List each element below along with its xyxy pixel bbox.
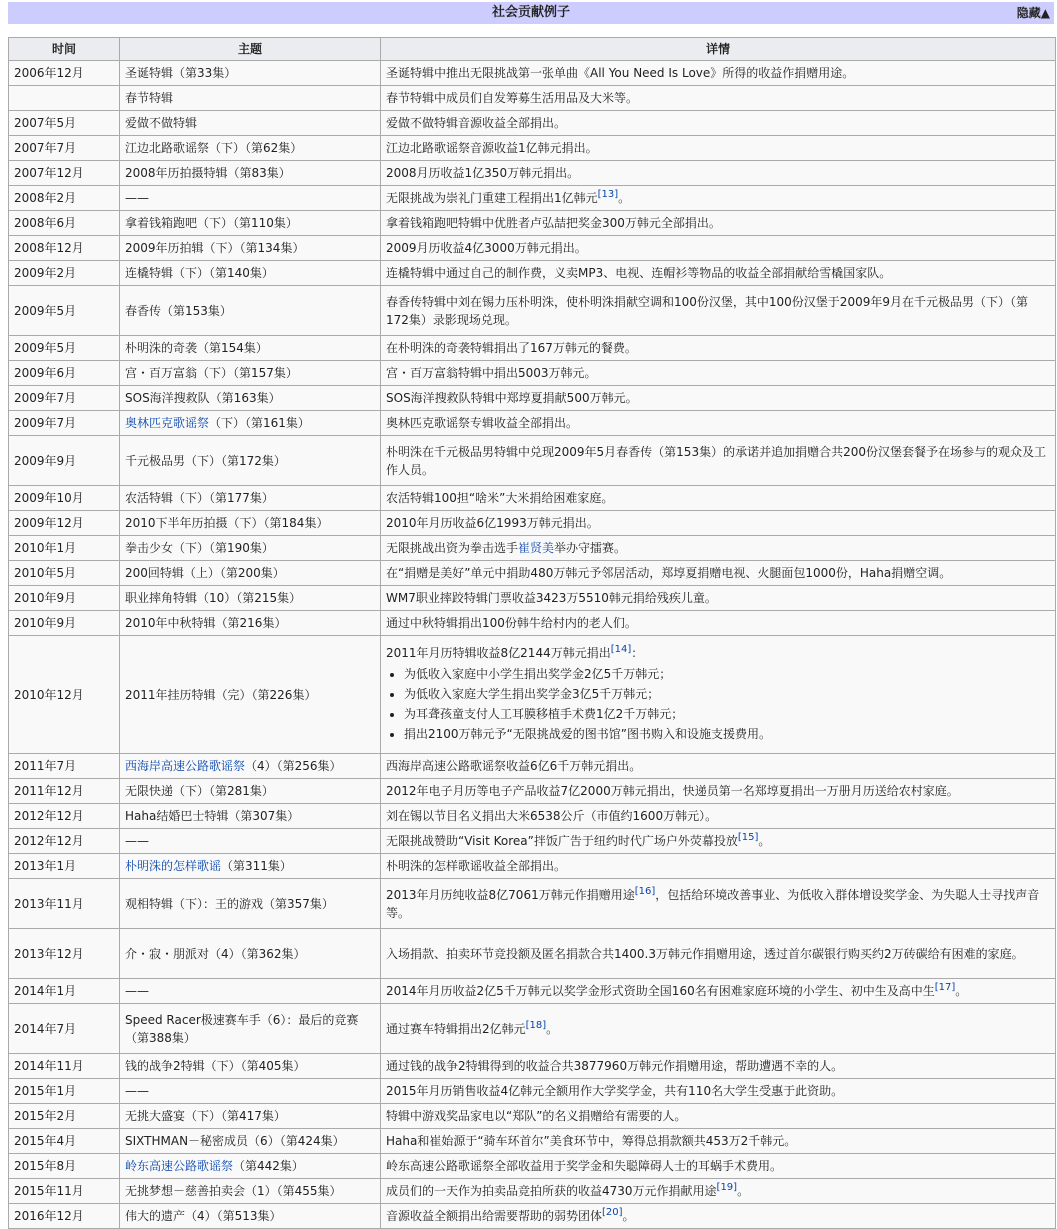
- table-row: [9, 1179, 1056, 1204]
- cell-topic: [120, 754, 381, 779]
- topic-text: 江边北路歌谣祭（下）（第62集）: [125, 141, 303, 155]
- detail-text: WM7职业摔跤特辑门票收益3423万5510韩元捐给残疾儿童。: [386, 591, 717, 605]
- topic-text: 职业摔角特辑（10）（第215集）: [125, 591, 302, 605]
- cell-time: 2007年5月: [9, 111, 120, 136]
- cell-detail: [381, 1129, 1056, 1154]
- table-row: [9, 586, 1056, 611]
- topic-text: ——: [125, 834, 149, 848]
- topic-text: 农活特辑（下）（第177集）: [125, 491, 274, 505]
- cell-topic: [120, 536, 381, 561]
- detail-text: 奥林匹克歌谣祭专辑收益全部捐出。: [386, 416, 579, 430]
- cell-topic: [120, 1054, 381, 1079]
- detail-text: 2009月历收益4亿3000万韩元捐出。: [386, 241, 587, 255]
- cell-time: 2010年9月: [9, 586, 120, 611]
- topic-link[interactable]: 岭东高速公路歌谣祭: [125, 1159, 234, 1173]
- topic-text: ——: [125, 191, 149, 205]
- topic-text: （下）（第161集）: [209, 416, 310, 430]
- detail-text: 朴明洙在千元极品男特辑中兑现2009年5月春香传（第153集）的承诺并追加捐赠合共200份汉堡套餐予在场参与的观众及工作人员。: [386, 444, 1046, 477]
- cell-time: 2009年10月: [9, 486, 120, 511]
- cell-time: 2009年6月: [9, 361, 120, 386]
- table-row: [9, 636, 1056, 754]
- cell-time: 2009年2月: [9, 261, 120, 286]
- detail-text: 无限挑战出资为拳击选手: [386, 541, 519, 555]
- cell-detail: [381, 111, 1056, 136]
- detail-text: 春香传特辑中刘在锡力压朴明洙，使朴明洙捐献空调和100份汉堡，其中100份汉堡于2009年9月在千元极品男（下）（第172集）录影现场兑现。: [386, 294, 1028, 327]
- cell-detail: [381, 386, 1056, 411]
- cell-detail: [381, 136, 1056, 161]
- topic-text: SIXTHMAN－秘密成员（6）（第424集）: [125, 1134, 345, 1148]
- table-row: [9, 336, 1056, 361]
- detail-text: 朴明洙的怎样歌谣收益全部捐出。: [386, 859, 567, 873]
- cell-detail: [381, 286, 1056, 336]
- table-row: [9, 804, 1056, 829]
- cell-detail: [381, 979, 1056, 1004]
- topic-text: 2010年中秋特辑（第216集）: [125, 616, 287, 630]
- topic-text: 2009年历拍辑（下）（第134集）: [125, 241, 305, 255]
- cell-topic: [120, 879, 381, 929]
- cell-topic: [120, 61, 381, 86]
- cell-topic: [120, 186, 381, 211]
- cell-topic: [120, 586, 381, 611]
- cell-topic: [120, 336, 381, 361]
- topic-text: 2010下半年历拍摄（下）（第184集）: [125, 516, 329, 530]
- topic-text: 千元极品男（下）（第172集）: [125, 453, 286, 468]
- table-row: [9, 486, 1056, 511]
- cell-detail: [381, 361, 1056, 386]
- header-detail: 详情: [381, 38, 1056, 61]
- cell-topic: [120, 261, 381, 286]
- cell-detail: [381, 1204, 1056, 1229]
- cell-time: 2010年9月: [9, 611, 120, 636]
- cell-time: 2009年9月: [9, 436, 120, 486]
- detail-text: 岭东高速公路歌谣祭全部收益用于奖学金和失聪障碍人士的耳蜗手术费用。: [386, 1159, 783, 1173]
- detail-text-end: 。: [622, 1209, 635, 1223]
- reference-link[interactable]: [20]: [602, 1207, 623, 1218]
- cell-detail: [381, 611, 1056, 636]
- detail-bullet-list: [386, 664, 1050, 744]
- cell-topic: [120, 611, 381, 636]
- topic-text: 无挑梦想－慈善拍卖会（1）（第455集）: [125, 1184, 342, 1198]
- topic-text: 2008年历拍摄特辑（第83集）: [125, 166, 291, 180]
- detail-text: 连橇特辑中通过自己的制作费，义卖MP3、电视、连帽衫等物品的收益全部捐献给雪橇国家队。: [386, 266, 892, 280]
- detail-text: 2011年月历特辑收益8亿2144万韩元捐出: [386, 645, 611, 660]
- cell-time: 2008年6月: [9, 211, 120, 236]
- cell-time: 2007年12月: [9, 161, 120, 186]
- table-row: [9, 361, 1056, 386]
- table-row: [9, 1204, 1056, 1229]
- topic-text: 拳击少女（下）（第190集）: [125, 541, 274, 555]
- cell-topic: [120, 211, 381, 236]
- cell-time: 2015年8月: [9, 1154, 120, 1179]
- cell-time: 2009年5月: [9, 336, 120, 361]
- cell-time: 2010年5月: [9, 561, 120, 586]
- cell-time: 2015年1月: [9, 1079, 120, 1104]
- cell-time: 2006年12月: [9, 61, 120, 86]
- detail-text: 无限挑战为崇礼门重建工程捐出1亿韩元: [386, 191, 598, 205]
- table-row: [9, 1079, 1056, 1104]
- list-item: • 为低收入家庭大学生捐出奖学金3亿5千万韩元；: [404, 684, 1050, 704]
- cell-time: 2009年7月: [9, 411, 120, 436]
- detail-text-end: ，包括给环境改善事业、为低收入群体增设奖学金、为失聪人士寻找声音等。: [386, 887, 1040, 920]
- cell-detail: [381, 236, 1056, 261]
- cell-topic: [120, 1079, 381, 1104]
- topic-text: 无挑大盛宴（下）（第417集）: [125, 1109, 286, 1123]
- reference-link[interactable]: [15]: [737, 832, 759, 843]
- header-topic: 主题: [120, 38, 381, 61]
- topic-text: SOS海洋搜救队（第163集）: [125, 391, 281, 405]
- cell-detail: [381, 754, 1056, 779]
- table-row: [9, 261, 1056, 286]
- detail-text: 成员们的一天作为拍卖品竞拍所获的收益4730万元作捐献用途: [386, 1184, 717, 1198]
- cell-time: 2015年2月: [9, 1104, 120, 1129]
- cell-time: 2016年12月: [9, 1204, 120, 1229]
- cell-detail: [381, 804, 1056, 829]
- cell-topic: [120, 286, 381, 336]
- table-row: [9, 186, 1056, 211]
- cell-detail: [381, 561, 1056, 586]
- table-row: [9, 411, 1056, 436]
- detail-text: 2014年月历收益2亿5千万韩元以奖学金形式资助全国160名有困难家庭环境的小学生、初中生及高中生: [386, 984, 935, 998]
- detail-text: 音源收益全额捐出给需要帮助的弱势团体: [386, 1209, 603, 1223]
- cell-topic: [120, 929, 381, 979]
- topic-text: 宫・百万富翁（下）（第157集）: [125, 366, 298, 380]
- table-row: [9, 511, 1056, 536]
- topic-text: 拿着钱箱跑吧（下）（第110集）: [125, 216, 298, 230]
- reference-link[interactable]: [19]: [716, 1182, 738, 1193]
- topic-text: 伟大的遗产（4）（第513集）: [125, 1209, 282, 1223]
- detail-text: SOS海洋搜救队特辑中郑埻夏捐献500万韩元。: [386, 391, 638, 405]
- cell-detail: [381, 636, 1056, 754]
- cell-detail: [381, 186, 1056, 211]
- cell-detail: [381, 1104, 1056, 1129]
- detail-text: 江边北路歌谣祭音源收益1亿韩元捐出。: [386, 141, 598, 155]
- cell-topic: [120, 1154, 381, 1179]
- table-row: [9, 879, 1056, 929]
- cell-topic: [120, 361, 381, 386]
- table-row: [9, 61, 1056, 86]
- reference-link[interactable]: [18]: [525, 1019, 547, 1031]
- detail-text: 特辑中游戏奖品家电以“郑队”的名义捐赠给有需要的人。: [386, 1109, 687, 1123]
- cell-detail: [381, 1154, 1056, 1179]
- cell-time: 2009年12月: [9, 511, 120, 536]
- cell-topic: [120, 1179, 381, 1204]
- reference-link[interactable]: [13]: [597, 189, 619, 200]
- topic-text: （第311集）: [221, 859, 292, 873]
- cell-detail: [381, 779, 1056, 804]
- cell-topic: [120, 161, 381, 186]
- cell-topic: [120, 829, 381, 854]
- cell-topic: [120, 236, 381, 261]
- cell-time: 2009年7月: [9, 386, 120, 411]
- topic-link[interactable]: 奥林匹克歌谣祭: [125, 416, 210, 430]
- navbox-title: 社会贡献例子: [491, 5, 570, 20]
- cell-detail: [381, 586, 1056, 611]
- cell-time: 2013年1月: [9, 854, 120, 879]
- cell-topic: [120, 854, 381, 879]
- cell-detail: [381, 486, 1056, 511]
- topic-link[interactable]: 西海岸高速公路歌谣祭: [125, 759, 246, 773]
- cell-topic: [120, 436, 381, 486]
- table-row: [9, 561, 1056, 586]
- topic-text: Haha结婚巴士特辑（第307集）: [125, 809, 300, 823]
- list-item: • 捐出2100万韩元予“无限挑战爱的图书馆”图书购入和设施支援费用。: [404, 724, 1050, 744]
- navbox-titlebar: [8, 2, 1054, 24]
- cell-topic: [120, 1004, 381, 1054]
- topic-text: 朴明洙的奇袭（第154集）: [125, 341, 268, 355]
- table-row: [9, 386, 1056, 411]
- detail-text: 爱做不做特辑音源收益全部捐出。: [386, 116, 567, 130]
- topic-text: Speed Racer极速赛车手（6）：最后的竞赛（第388集）: [125, 1012, 359, 1045]
- cell-detail: [381, 436, 1056, 486]
- detail-text: 在朴明洙的奇袭特辑捐出了167万韩元的餐费。: [386, 341, 637, 355]
- table-row: [9, 1129, 1056, 1154]
- table-row: [9, 754, 1056, 779]
- table-row: [9, 236, 1056, 261]
- cell-topic: [120, 486, 381, 511]
- table-row: [9, 854, 1056, 879]
- cell-topic: [120, 561, 381, 586]
- hide-toggle-button[interactable]: 隐藏▲: [1016, 6, 1050, 20]
- topic-text: 爱做不做特辑: [125, 116, 198, 130]
- detail-text-end: 。: [737, 1184, 750, 1198]
- contribution-table: [8, 37, 1056, 1229]
- cell-detail: [381, 1079, 1056, 1104]
- table-row: [9, 111, 1056, 136]
- cell-time: 2013年11月: [9, 879, 120, 929]
- cell-time: 2015年11月: [9, 1179, 120, 1204]
- topic-text: 圣诞特辑（第33集）: [125, 66, 237, 80]
- detail-text: 2015年月历销售收益4亿韩元全额用作大学奖学金，共有110名大学生受惠于此资助。: [386, 1084, 844, 1098]
- detail-text-end: 。: [758, 834, 771, 848]
- cell-detail: [381, 211, 1056, 236]
- table-body: [9, 61, 1056, 1229]
- table-row: [9, 829, 1056, 854]
- cell-time: 2010年12月: [9, 636, 120, 754]
- cell-topic: [120, 804, 381, 829]
- detail-text: 拿着钱箱跑吧特辑中优胜者卢弘喆把奖金300万韩元全部捐出。: [386, 216, 721, 230]
- cell-detail: [381, 854, 1056, 879]
- cell-topic: [120, 1104, 381, 1129]
- cell-time: 2014年1月: [9, 979, 120, 1004]
- detail-text: 圣诞特辑中推出无限挑战第一张单曲《All You Need Is Love》所得的收益作捐赠用途。: [386, 66, 855, 80]
- topic-text: 钱的战争2特辑（下）（第405集）: [125, 1059, 306, 1073]
- detail-text: 刘在锡以节目名义捐出大米6538公斤（市值约1600万韩元）。: [386, 809, 718, 823]
- cell-time: 2012年12月: [9, 804, 120, 829]
- table-row: [9, 536, 1056, 561]
- cell-time: 2009年5月: [9, 286, 120, 336]
- cell-detail: [381, 1004, 1056, 1054]
- topic-text: ——: [125, 1084, 149, 1098]
- cell-time: 2014年11月: [9, 1054, 120, 1079]
- table-row: [9, 1154, 1056, 1179]
- detail-text: 春节特辑中成员们自发筹募生活用品及大米等。: [386, 91, 639, 105]
- topic-text: 介・寂・朋派对（4）（第362集）: [125, 946, 306, 961]
- detail-text-end: 。: [546, 1021, 559, 1036]
- detail-text: 通过赛车特辑捐出2亿韩元: [386, 1021, 526, 1036]
- cell-topic: [120, 1129, 381, 1154]
- cell-detail: [381, 161, 1056, 186]
- header-time: 时间: [9, 38, 120, 61]
- cell-time: 2008年12月: [9, 236, 120, 261]
- detail-text-end: 。: [955, 984, 968, 998]
- list-item: • 为耳聋孩童支付人工耳膜移植手术费1亿2千万韩元；: [404, 704, 1050, 724]
- cell-topic: [120, 779, 381, 804]
- detail-text: 在“捐赠是美好”单元中捐助480万韩元予邻居活动，郑埻夏捐赠电视、火腿面包1000份，Haha捐赠空调。: [386, 566, 952, 580]
- cell-time: [9, 86, 120, 111]
- table-row: [9, 136, 1056, 161]
- cell-detail: [381, 1054, 1056, 1079]
- list-item: • 为低收入家庭中小学生捐出奖学金2亿5千万韩元；: [404, 664, 1050, 684]
- topic-text: 观相特辑（下）：王的游戏（第357集）: [125, 896, 334, 911]
- detail-text: 农活特辑100担“啥米”大米捐给困难家庭。: [386, 491, 614, 505]
- cell-time: 2011年12月: [9, 779, 120, 804]
- cell-detail: [381, 1179, 1056, 1204]
- detail-text-end: ：: [631, 645, 644, 660]
- reference-link[interactable]: [16]: [634, 885, 656, 897]
- topic-text: 无限快递（下）（第281集）: [125, 784, 274, 798]
- cell-topic: [120, 411, 381, 436]
- table-row: [9, 211, 1056, 236]
- topic-text: 春节特辑: [125, 91, 174, 105]
- detail-text-end: 。: [618, 191, 631, 205]
- cell-time: 2011年7月: [9, 754, 120, 779]
- detail-text: 2008月历收益1亿350万韩元捐出。: [386, 166, 580, 180]
- topic-text: 春香传（第153集）: [125, 303, 232, 318]
- topic-text: 200回特辑（上）（第200集）: [125, 566, 285, 580]
- table-row: [9, 779, 1056, 804]
- detail-text: 2010年月历收益6亿1993万韩元捐出。: [386, 516, 599, 530]
- table-header-row: [9, 38, 1056, 61]
- detail-text-end: 举办守擂赛。: [554, 541, 627, 555]
- cell-detail: [381, 929, 1056, 979]
- detail-text: 入场捐款、拍卖环节竞投额及匿名捐款合共1400.3万韩元作捐赠用途，透过首尔碳银行购买约2万砖碳给有困难的家庭。: [386, 946, 1024, 961]
- topic-link[interactable]: 朴明洙的怎样歌谣: [125, 859, 222, 873]
- cell-time: 2007年7月: [9, 136, 120, 161]
- table-row: [9, 161, 1056, 186]
- detail-text: 宫・百万富翁特辑中捐出5003万韩元。: [386, 366, 597, 380]
- detail-text: 2012年电子月历等电子产品收益7亿2000万韩元捐出，快递员第一名郑埻夏捐出一万册月历送给农村家庭。: [386, 784, 959, 798]
- detail-text: 2013年月历纯收益8亿7061万韩元作捐赠用途: [386, 887, 635, 902]
- cell-topic: [120, 636, 381, 754]
- cell-topic: [120, 1204, 381, 1229]
- cell-time: 2012年12月: [9, 829, 120, 854]
- table-row: [9, 1004, 1056, 1054]
- cell-detail: [381, 511, 1056, 536]
- reference-link[interactable]: [17]: [934, 982, 956, 993]
- cell-detail: [381, 829, 1056, 854]
- detail-text: 无限挑战赞助“Visit Korea”拌饭广告于纽约时代广场户外荧幕投放: [386, 834, 738, 848]
- topic-text: 连橇特辑（下）（第140集）: [125, 266, 274, 280]
- cell-detail: [381, 879, 1056, 929]
- detail-link[interactable]: 崔贤美: [518, 541, 555, 555]
- cell-topic: [120, 979, 381, 1004]
- cell-detail: [381, 336, 1056, 361]
- cell-topic: [120, 136, 381, 161]
- detail-text: 西海岸高速公路歌谣祭收益6亿6千万韩元捐出。: [386, 759, 642, 773]
- topic-text: 2011年挂历特辑（完）（第226集）: [125, 687, 317, 702]
- cell-detail: [381, 261, 1056, 286]
- table-row: [9, 929, 1056, 979]
- topic-text: ——: [125, 984, 149, 998]
- table-row: [9, 286, 1056, 336]
- cell-time: 2014年7月: [9, 1004, 120, 1054]
- cell-time: 2008年2月: [9, 186, 120, 211]
- cell-time: 2015年4月: [9, 1129, 120, 1154]
- cell-topic: [120, 386, 381, 411]
- cell-detail: [381, 61, 1056, 86]
- cell-topic: [120, 111, 381, 136]
- cell-detail: [381, 411, 1056, 436]
- topic-text: （4）（第256集）: [245, 759, 342, 773]
- cell-topic: [120, 86, 381, 111]
- table-row: [9, 86, 1056, 111]
- table-row: [9, 979, 1056, 1004]
- table-row: [9, 436, 1056, 486]
- cell-topic: [120, 511, 381, 536]
- cell-detail: [381, 536, 1056, 561]
- cell-time: 2010年1月: [9, 536, 120, 561]
- detail-text: Haha和崔始源于“骑车环首尔”美食环节中，筹得总捐款额共453万2千韩元。: [386, 1134, 797, 1148]
- cell-time: 2013年12月: [9, 929, 120, 979]
- table-row: [9, 611, 1056, 636]
- reference-link[interactable]: [14]: [610, 643, 632, 655]
- detail-text: 通过钱的战争2特辑得到的收益合共3877960万韩元作捐赠用途，帮助遭遇不幸的人。: [386, 1059, 844, 1073]
- table-row: [9, 1104, 1056, 1129]
- detail-text: 通过中秋特辑捐出100份韩牛给村内的老人们。: [386, 616, 637, 630]
- cell-detail: [381, 86, 1056, 111]
- topic-text: （第442集）: [233, 1159, 304, 1173]
- table-row: [9, 1054, 1056, 1079]
